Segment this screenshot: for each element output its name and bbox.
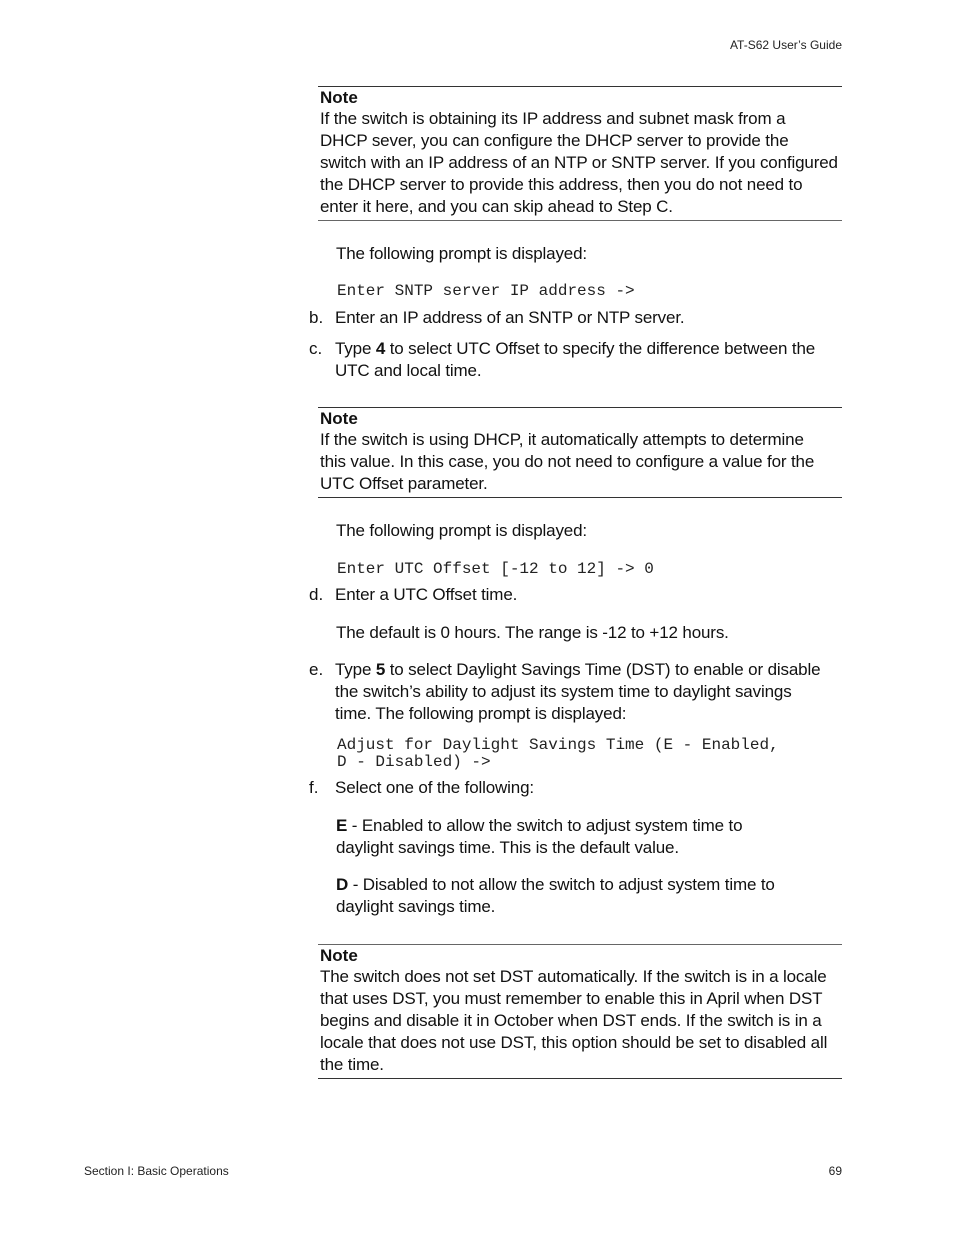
option-disabled (336, 874, 775, 918)
note-line: UTC Offset parameter. (320, 474, 488, 493)
step-marker: d. (309, 585, 324, 604)
option-e-rest: - Enabled to allow the switch to adjust system time to (347, 816, 743, 835)
note-line: begins and disable it in October when DST ends. If the switch is in a (320, 1011, 822, 1030)
note-box-dst (318, 944, 842, 1079)
running-header: AT-S62 User’s Guide (729, 38, 842, 52)
note-top-rule (318, 86, 842, 87)
note-line: The switch does not set DST automatically. If the switch is in a locale (320, 967, 827, 986)
option-e-line2: daylight savings time. This is the default value. (336, 838, 679, 857)
prompt-intro: The following prompt is displayed: (336, 521, 587, 540)
step-marker: e. (309, 660, 324, 679)
key-4: 4 (375, 339, 386, 358)
note-line: the time. (320, 1055, 384, 1074)
code-sntp-prompt: Enter SNTP server IP address -> (337, 282, 635, 300)
page-number: 69 (828, 1164, 842, 1178)
step-e-post: to select Daylight Savings Time (DST) to enable or disable (385, 660, 821, 679)
option-d-rest: - Disabled to not allow the switch to adjust system time to (348, 875, 775, 894)
option-key-e: E (336, 816, 348, 835)
note-line: that uses DST, you must remember to enable this in April when DST (320, 989, 823, 1008)
step-c-text (335, 338, 815, 382)
note-body (318, 966, 842, 1076)
key-5: 5 (375, 660, 386, 679)
code-dst-prompt-line2: D - Disabled) -> (337, 753, 491, 771)
note-line: If the switch is using DHCP, it automatically attempts to determine (320, 430, 804, 449)
step-e-text (335, 659, 820, 725)
step-e-line3: time. The following prompt is displayed: (335, 704, 627, 723)
note-line: If the switch is obtaining its IP address and subnet mask from a (320, 109, 786, 128)
note-line: switch with an IP address of an NTP or SNTP server. If you configured (320, 153, 838, 172)
step-c-pre: Type (335, 339, 376, 358)
option-key-d: D (336, 875, 349, 894)
default-utc-text: The default is 0 hours. The range is -12 to +12 hours. (336, 623, 729, 642)
note-bottom-rule (318, 1078, 842, 1079)
note-body (318, 429, 842, 495)
note-line: this value. In this case, you do not need to configure a value for the (320, 452, 815, 471)
option-enabled (336, 815, 742, 859)
step-marker: c. (309, 339, 323, 358)
note-bottom-rule (318, 220, 842, 221)
step-marker: f. (309, 778, 319, 797)
note-top-rule (318, 944, 842, 945)
note-line: DHCP sever, you can configure the DHCP server to provide the (320, 131, 789, 150)
note-bottom-rule (318, 497, 842, 498)
code-dst-prompt-line1: Adjust for Daylight Savings Time (E - Enabled, (337, 736, 779, 754)
code-utc-prompt: Enter UTC Offset [-12 to 12] -> 0 (337, 560, 654, 578)
note-line: the DHCP server to provide this address, then you do not need to (320, 175, 803, 194)
note-label: Note (320, 88, 358, 107)
step-e-line2: the switch’s ability to adjust its system time to daylight savings (335, 682, 792, 701)
step-f-text: Select one of the following: (335, 778, 534, 797)
note-body (318, 108, 842, 218)
note-label: Note (320, 409, 358, 428)
step-c-line2: UTC and local time. (335, 361, 482, 380)
step-e-pre: Type (335, 660, 376, 679)
note-box-dhcp-ntp (318, 86, 842, 221)
note-top-rule (318, 407, 842, 408)
option-d-line2: daylight savings time. (336, 897, 496, 916)
prompt-intro: The following prompt is displayed: (336, 244, 587, 263)
note-line: locale that does not use DST, this option should be set to disabled all (320, 1033, 828, 1052)
note-label: Note (320, 946, 358, 965)
step-d-text: Enter a UTC Offset time. (335, 585, 518, 604)
footer-section: Section I: Basic Operations (84, 1164, 229, 1178)
note-box-dhcp-utc (318, 407, 842, 498)
step-c-post: to select UTC Offset to specify the difference between the (385, 339, 816, 358)
note-line: enter it here, and you can skip ahead to Step C. (320, 197, 673, 216)
step-marker: b. (309, 308, 324, 327)
step-b-text: Enter an IP address of an SNTP or NTP server. (335, 308, 685, 327)
